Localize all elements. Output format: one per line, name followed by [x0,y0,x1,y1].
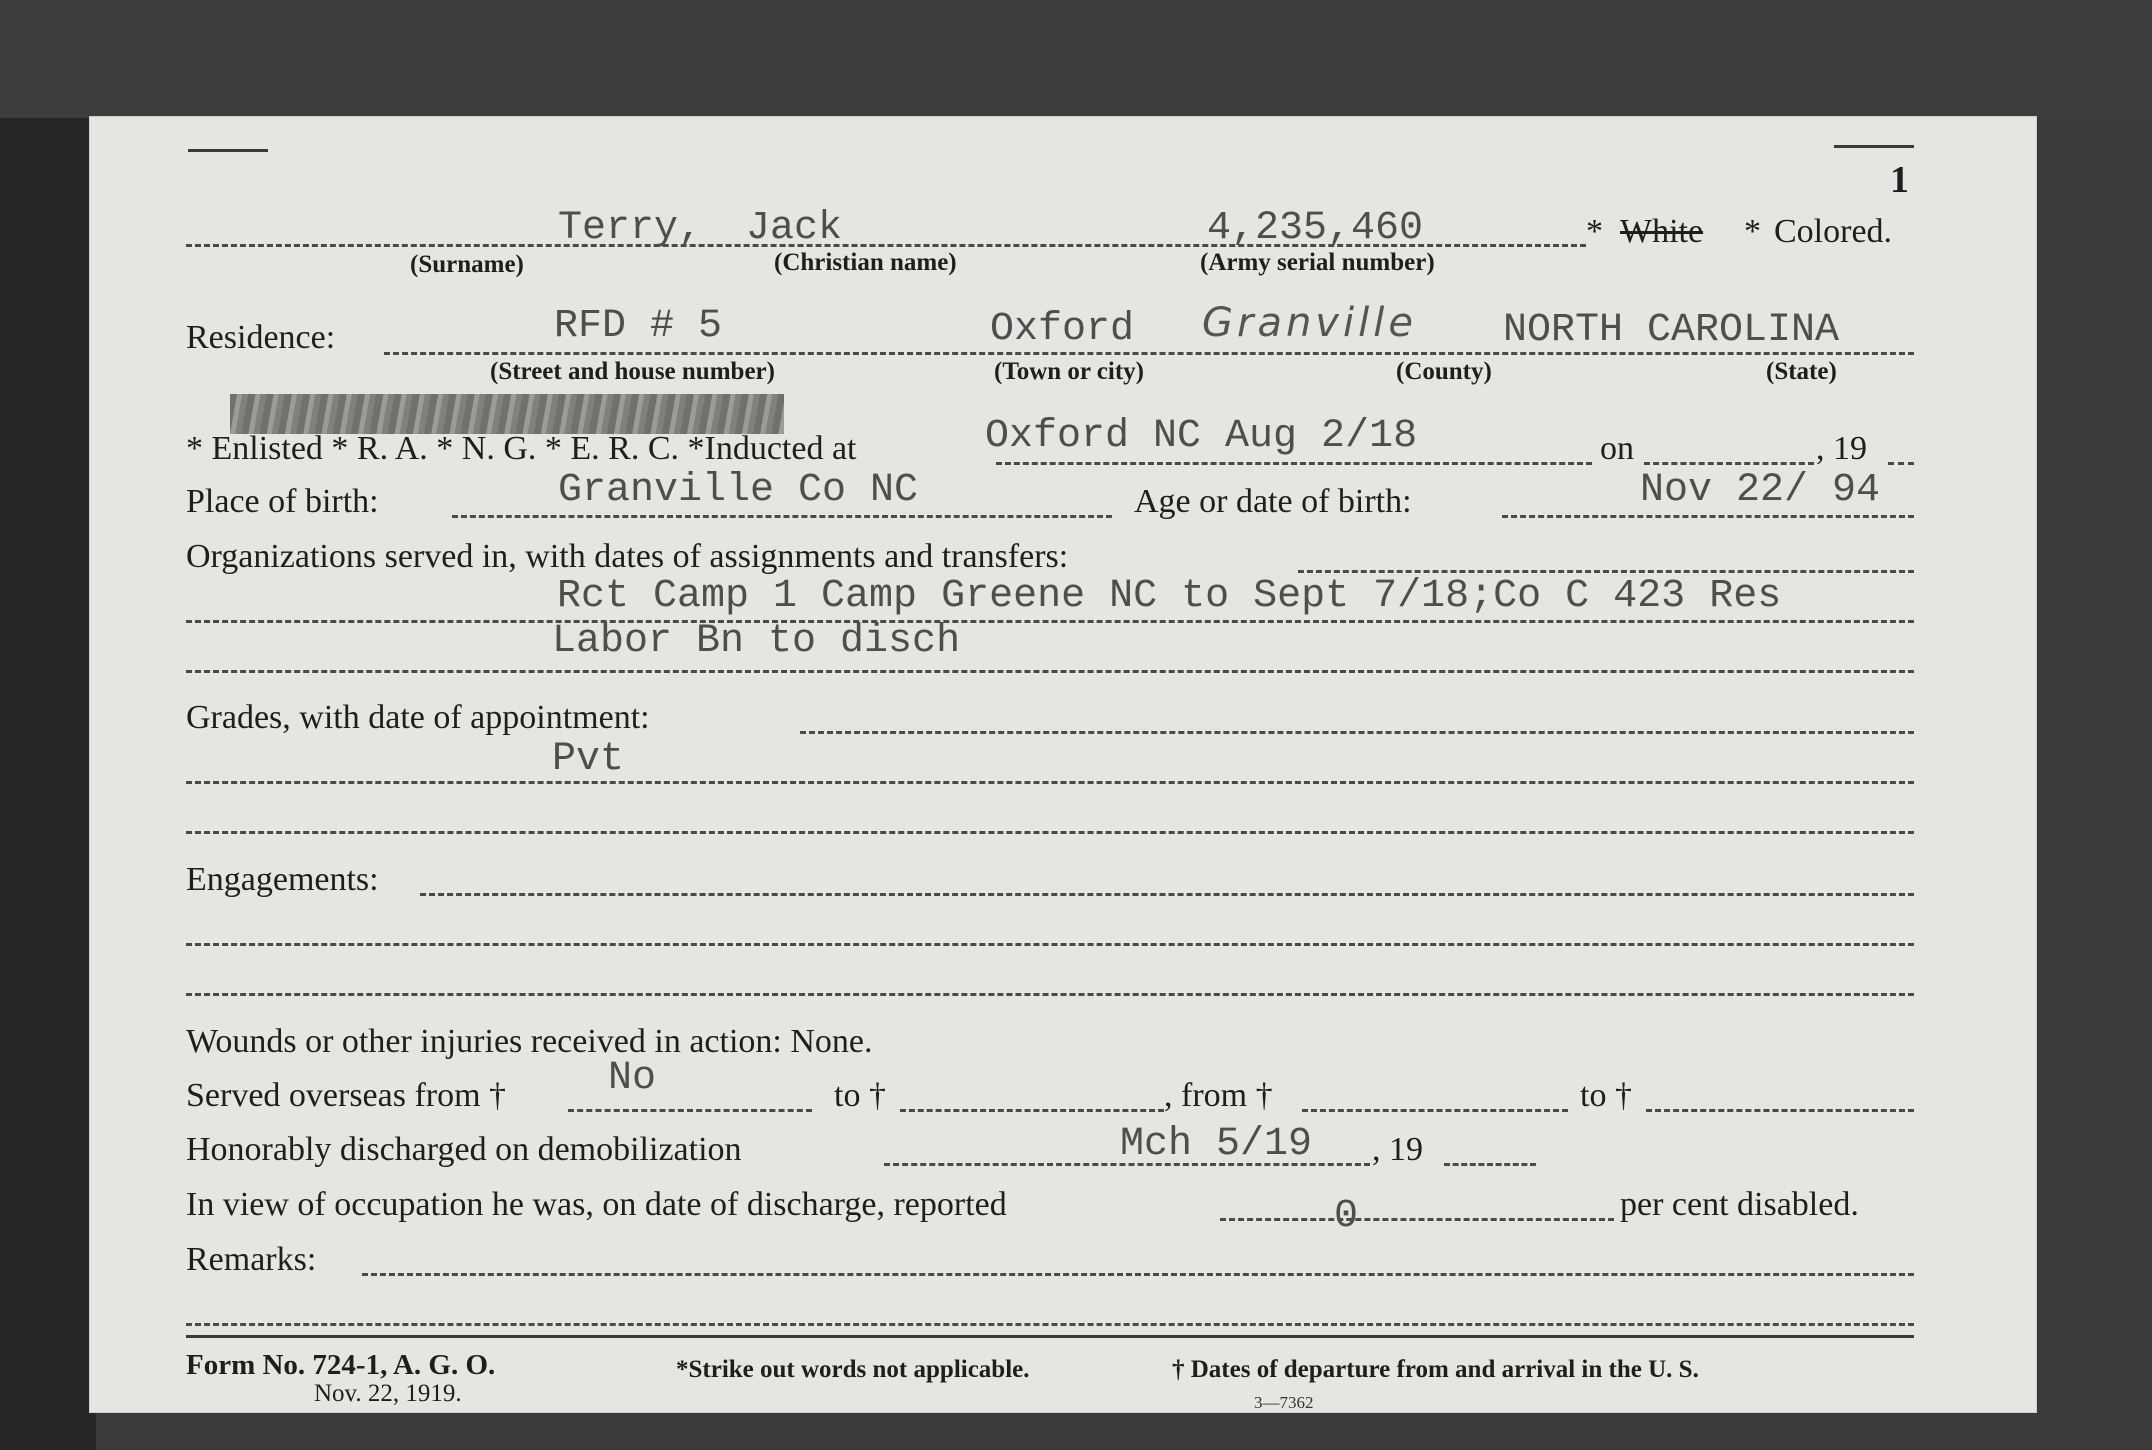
scan-background-top [0,0,2152,118]
age-line [1502,515,1914,518]
state-value: NORTH CAROLINA [1503,308,1840,353]
overseas-from2-label: , from † [1164,1077,1273,1114]
disability-line [1220,1218,1614,1221]
engagements-line-1 [186,943,1914,946]
organizations-line-1 [186,620,1914,623]
race-colored: Colored. [1774,213,1893,250]
scan-background-left [0,0,96,1450]
grades-line-0 [800,731,1914,734]
christian-name-label: (Christian name) [774,249,957,276]
disability-value: 0 [1334,1194,1359,1239]
remarks-line-0 [362,1273,1914,1276]
state-label: (State) [1766,358,1837,385]
discharge-value: Mch 5/19 [1120,1122,1313,1167]
age-label: Age or date of birth: [1134,483,1412,520]
organizations-value-line-1: Rct Camp 1 Camp Greene NC to Sept 7/18;Co C 423 Res [557,574,1782,619]
town-label: (Town or city) [994,358,1144,385]
enlisted-line [996,462,1592,465]
organizations-label: Organizations served in, with dates of assignments and transfers: [186,538,1069,575]
surname-value: Terry, [558,206,703,251]
strike-note: *Strike out words not applicable. [676,1356,1030,1383]
race-white: White [1620,213,1704,250]
on-label: on [1600,430,1634,467]
disability-suffix: per cent disabled. [1620,1186,1859,1223]
year-line [1888,462,1914,465]
form-number: Form No. 724-1, A. G. O. [186,1349,496,1381]
engagements-label: Engagements: [186,861,379,898]
discharge-year-line [1444,1163,1536,1166]
asterisk-colored: * [1744,213,1761,250]
organizations-line-0 [1298,570,1914,573]
form-date: Nov. 22, 1919. [314,1380,462,1407]
place-of-birth-value: Granville Co NC [558,468,919,513]
overseas-to-label: to † [834,1077,886,1114]
organizations-value-line-2: Labor Bn to disch [552,619,961,664]
overseas-to2-label: to † [1580,1077,1632,1114]
discharge-label: Honorably discharged on demobilization [186,1131,742,1168]
remarks-label: Remarks: [186,1241,317,1278]
christian-name-value: Jack [746,206,843,251]
engagements-line-2 [186,993,1914,996]
print-code: 3—7362 [1254,1393,1314,1412]
enlisted-label: * Enlisted * R. A. * N. G. * E. R. C. *Inducted at [186,430,857,467]
residence-label: Residence: [186,319,336,356]
asterisk-white: * [1586,213,1603,250]
on-line [1644,462,1814,465]
top-left-rule [188,149,268,152]
wounds-label: Wounds or other injuries received in action: None. [186,1023,873,1060]
organizations-line-2 [186,670,1914,673]
grades-label: Grades, with date of appointment: [186,699,650,736]
serial-number-value: 4,235,460 [1207,206,1424,251]
discharge-year-label: , 19 [1372,1131,1423,1168]
overseas-value: No [608,1056,657,1101]
surname-label: (Surname) [410,251,524,278]
town-value: Oxford [990,307,1135,352]
remarks-line-1 [186,1323,1914,1326]
age-value: Nov 22/ 94 [1640,468,1881,513]
serial-number-label: (Army serial number) [1200,249,1435,276]
street-value: RFD # 5 [554,304,723,349]
place-of-birth-line [452,515,1112,518]
overseas-to-line [900,1109,1164,1112]
grades-value: Pvt [552,737,625,782]
overseas-from2-line [1302,1109,1568,1112]
engagements-line-0 [420,893,1914,896]
top-right-rule [1834,145,1914,148]
service-record-card [89,116,2037,1413]
grades-line-2 [186,831,1914,834]
disability-label: In view of occupation he was, on date of discharge, reported [186,1186,1007,1223]
street-label: (Street and house number) [490,358,775,385]
redaction-smear [230,394,784,434]
overseas-to2-line [1646,1109,1914,1112]
card-number: 1 [1890,159,1909,201]
county-label: (County) [1396,358,1492,385]
overseas-from-line [568,1109,812,1112]
inducted-value: Oxford NC Aug 2/18 [985,414,1418,459]
place-of-birth-label: Place of birth: [186,483,379,520]
footer-rule [186,1335,1914,1338]
overseas-from-label: Served overseas from † [186,1077,507,1114]
year-label: , 19 [1816,430,1867,467]
county-value: Granville [1202,300,1417,346]
grades-line-1 [186,781,1914,784]
dates-note: † Dates of departure from and arrival in the U. S. [1172,1356,1699,1383]
